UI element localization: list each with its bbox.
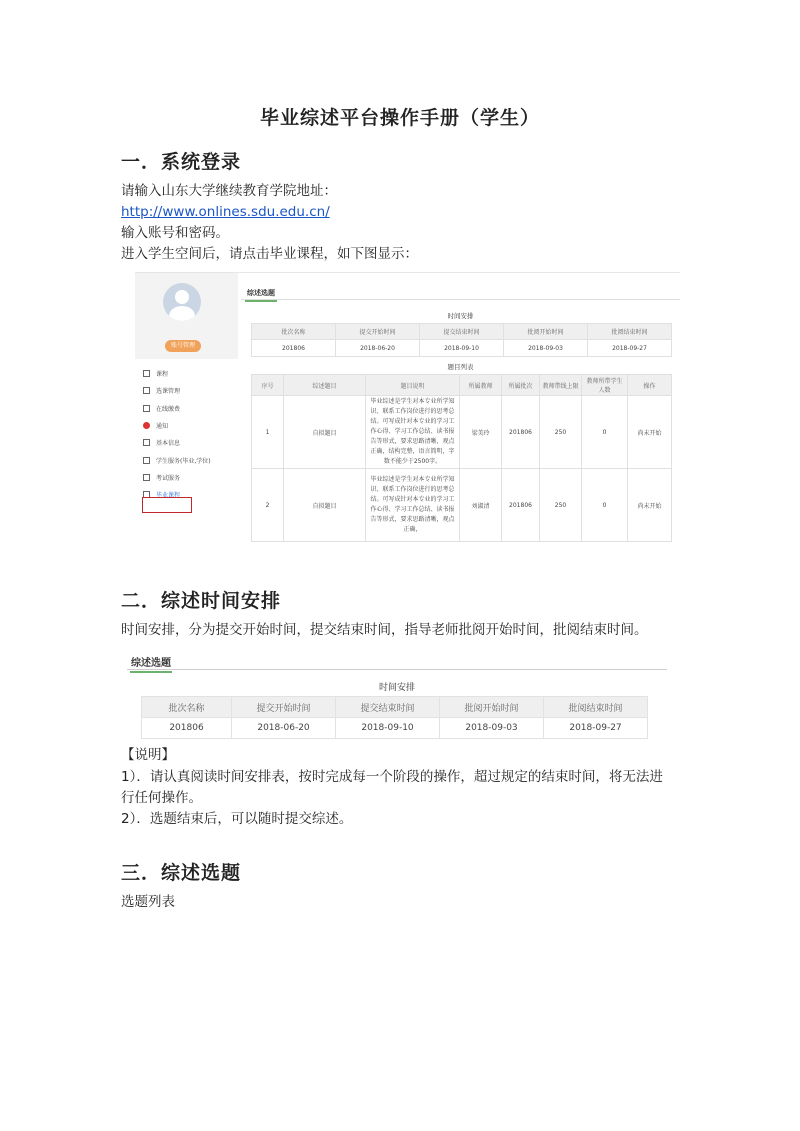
login-navigation-line: 进入学生空间后，请点击毕业课程，如下图显示： bbox=[121, 246, 418, 262]
table-cell: 201806 bbox=[142, 718, 232, 739]
sidebar-item-course-select[interactable]: 选课管理 bbox=[135, 382, 238, 399]
table-cell: 2018-09-03 bbox=[440, 718, 544, 739]
document-icon bbox=[143, 405, 150, 412]
sidebar-item-payment[interactable]: 在线缴费 bbox=[135, 400, 238, 417]
graduation-course-panel bbox=[241, 273, 680, 568]
section-heading-topic-selection: 三．综述选题 bbox=[121, 862, 242, 884]
note-title: 【说明】 bbox=[121, 747, 175, 763]
table-cell: 2018-09-10 bbox=[420, 340, 504, 357]
table-header: 批阅开始时间 bbox=[440, 697, 544, 718]
note-item-1: 1）．请认真阅读时间安排表，按时完成每一个阶段的操作，超过规定的结束时间，将无法进 bbox=[121, 769, 663, 785]
table-cell: 自拟题目 bbox=[284, 469, 366, 542]
table-cell: 201806 bbox=[502, 396, 540, 469]
table-header: 提交开始时间 bbox=[232, 697, 336, 718]
table-header: 教师所带学生人数 bbox=[582, 375, 628, 396]
table-cell: 2018-06-20 bbox=[232, 718, 336, 739]
table-header: 批次名称 bbox=[142, 697, 232, 718]
table-header: 提交开始时间 bbox=[336, 324, 420, 340]
time-schedule-caption: 时间安排 bbox=[378, 683, 415, 693]
note-item-2: 2）．选题结束后，可以随时提交综述。 bbox=[121, 811, 353, 827]
table-header-row bbox=[142, 697, 648, 718]
table-cell: 201806 bbox=[252, 340, 336, 357]
table-row bbox=[252, 340, 672, 357]
table-cell: 0 bbox=[582, 396, 628, 469]
table-header: 提交结束时间 bbox=[336, 697, 440, 718]
tab-topic-selection[interactable]: 综述选题 bbox=[130, 652, 172, 673]
table-header: 综述题目 bbox=[284, 375, 366, 396]
table-header: 所属教师 bbox=[460, 375, 502, 396]
table-cell: 250 bbox=[540, 469, 582, 542]
sidebar-item-course[interactable]: 课程 bbox=[135, 365, 238, 382]
sidebar-item-graduation-course[interactable]: 毕业课程 bbox=[135, 486, 238, 503]
topic-description: 毕业综述是学生对本专业所学知识、联系工作岗位进行的思考总结。可写成针对本专业的学习工作心得、学习工作总结、读书报告等形式，要求思路清晰，观点正确，结构完整，语言简明，字数不能少于2500字。 bbox=[370, 398, 455, 465]
section-heading-login: 一．系统登录 bbox=[121, 151, 242, 173]
student-sidebar bbox=[135, 273, 238, 568]
table-header-row bbox=[252, 375, 672, 396]
table-cell: 2018-09-27 bbox=[544, 718, 648, 739]
topic-list-label: 选题列表 bbox=[121, 894, 175, 910]
sidebar-item-student-service[interactable]: 学生服务(毕业,学位) bbox=[135, 451, 238, 468]
tab-bar bbox=[127, 652, 667, 670]
table-header: 批阅结束时间 bbox=[544, 697, 648, 718]
table-cell: 梁美玲 bbox=[460, 396, 502, 469]
student-space-screenshot bbox=[135, 272, 680, 568]
table-header: 题目说明 bbox=[366, 375, 460, 396]
login-instruction: 请输入山东大学继续教育学院地址： bbox=[121, 183, 337, 199]
table-cell: 刘淑清 bbox=[460, 469, 502, 542]
id-card-icon bbox=[143, 439, 150, 446]
table-header: 批阅结束时间 bbox=[588, 324, 672, 340]
table-header: 批阅开始时间 bbox=[504, 324, 588, 340]
time-schedule-screenshot bbox=[127, 650, 667, 740]
table-cell: 自拟题目 bbox=[284, 396, 366, 469]
login-url-line bbox=[121, 202, 330, 222]
topic-list-caption: 题目列表 bbox=[447, 363, 474, 371]
table-cell: 1 bbox=[252, 396, 284, 469]
topic-description: 毕业综述是学生对本专业所学知识、联系工作岗位进行的思考总结。可写成针对本专业的学习工作心得、学习工作总结、读书报告等形式，要求思路清晰，观点正确， bbox=[370, 476, 455, 533]
table-cell bbox=[366, 396, 460, 469]
time-schedule-table bbox=[251, 323, 672, 357]
calendar-icon bbox=[143, 370, 150, 377]
document-title: 毕业综述平台操作手册（学生） bbox=[259, 107, 540, 129]
pen-icon bbox=[143, 474, 150, 481]
table-header: 提交结束时间 bbox=[420, 324, 504, 340]
login-url-link[interactable]: http://www.onlines.sdu.edu.cn/ bbox=[121, 204, 330, 220]
account-manage-button[interactable]: 账号管理 bbox=[165, 340, 201, 352]
topic-list-table bbox=[251, 374, 672, 542]
sidebar-menu bbox=[135, 365, 238, 503]
time-schedule-caption: 时间安排 bbox=[447, 312, 474, 320]
table-cell: 2018-06-20 bbox=[336, 340, 420, 357]
table-cell: 250 bbox=[540, 396, 582, 469]
notice-icon bbox=[143, 422, 150, 429]
table-header-row bbox=[252, 324, 672, 340]
avatar bbox=[163, 283, 201, 321]
table-cell bbox=[366, 469, 460, 542]
table-cell: 2018-09-03 bbox=[504, 340, 588, 357]
sidebar-item-basic-info[interactable]: 基本信息 bbox=[135, 434, 238, 451]
table-header: 操作 bbox=[628, 375, 672, 396]
table-cell: 2 bbox=[252, 469, 284, 542]
table-cell: 0 bbox=[582, 469, 628, 542]
table-header: 教师带线上限 bbox=[540, 375, 582, 396]
table-cell: 2018-09-10 bbox=[336, 718, 440, 739]
table-row bbox=[252, 469, 672, 542]
table-cell: 201806 bbox=[502, 469, 540, 542]
table-row bbox=[142, 718, 648, 739]
section-heading-time-schedule: 二．综述时间安排 bbox=[121, 590, 282, 612]
time-schedule-intro: 时间安排，分为提交开始时间，提交结束时间，指导老师批阅开始时间，批阅结束时间。 bbox=[121, 622, 648, 638]
table-cell[interactable]: 尚未开始 bbox=[628, 469, 672, 542]
sidebar-item-exam-service[interactable]: 考试服务 bbox=[135, 469, 238, 486]
note-item-1-continued: 行任何操作。 bbox=[121, 790, 202, 806]
table-header: 序号 bbox=[252, 375, 284, 396]
calendar-icon bbox=[143, 387, 150, 394]
table-cell[interactable]: 尚未开始 bbox=[628, 396, 672, 469]
login-credentials-line: 输入账号和密码。 bbox=[121, 225, 229, 241]
table-header: 批次名称 bbox=[252, 324, 336, 340]
table-header: 所属批次 bbox=[502, 375, 540, 396]
time-schedule-table bbox=[141, 696, 648, 739]
highlight-box bbox=[142, 497, 192, 513]
tab-topic-selection[interactable]: 综述选题 bbox=[245, 286, 277, 302]
tab-bar bbox=[241, 286, 680, 300]
table-cell: 2018-09-27 bbox=[588, 340, 672, 357]
sidebar-item-notice[interactable]: 通知 bbox=[135, 417, 238, 434]
table-row bbox=[252, 396, 672, 469]
id-card-icon bbox=[143, 457, 150, 464]
